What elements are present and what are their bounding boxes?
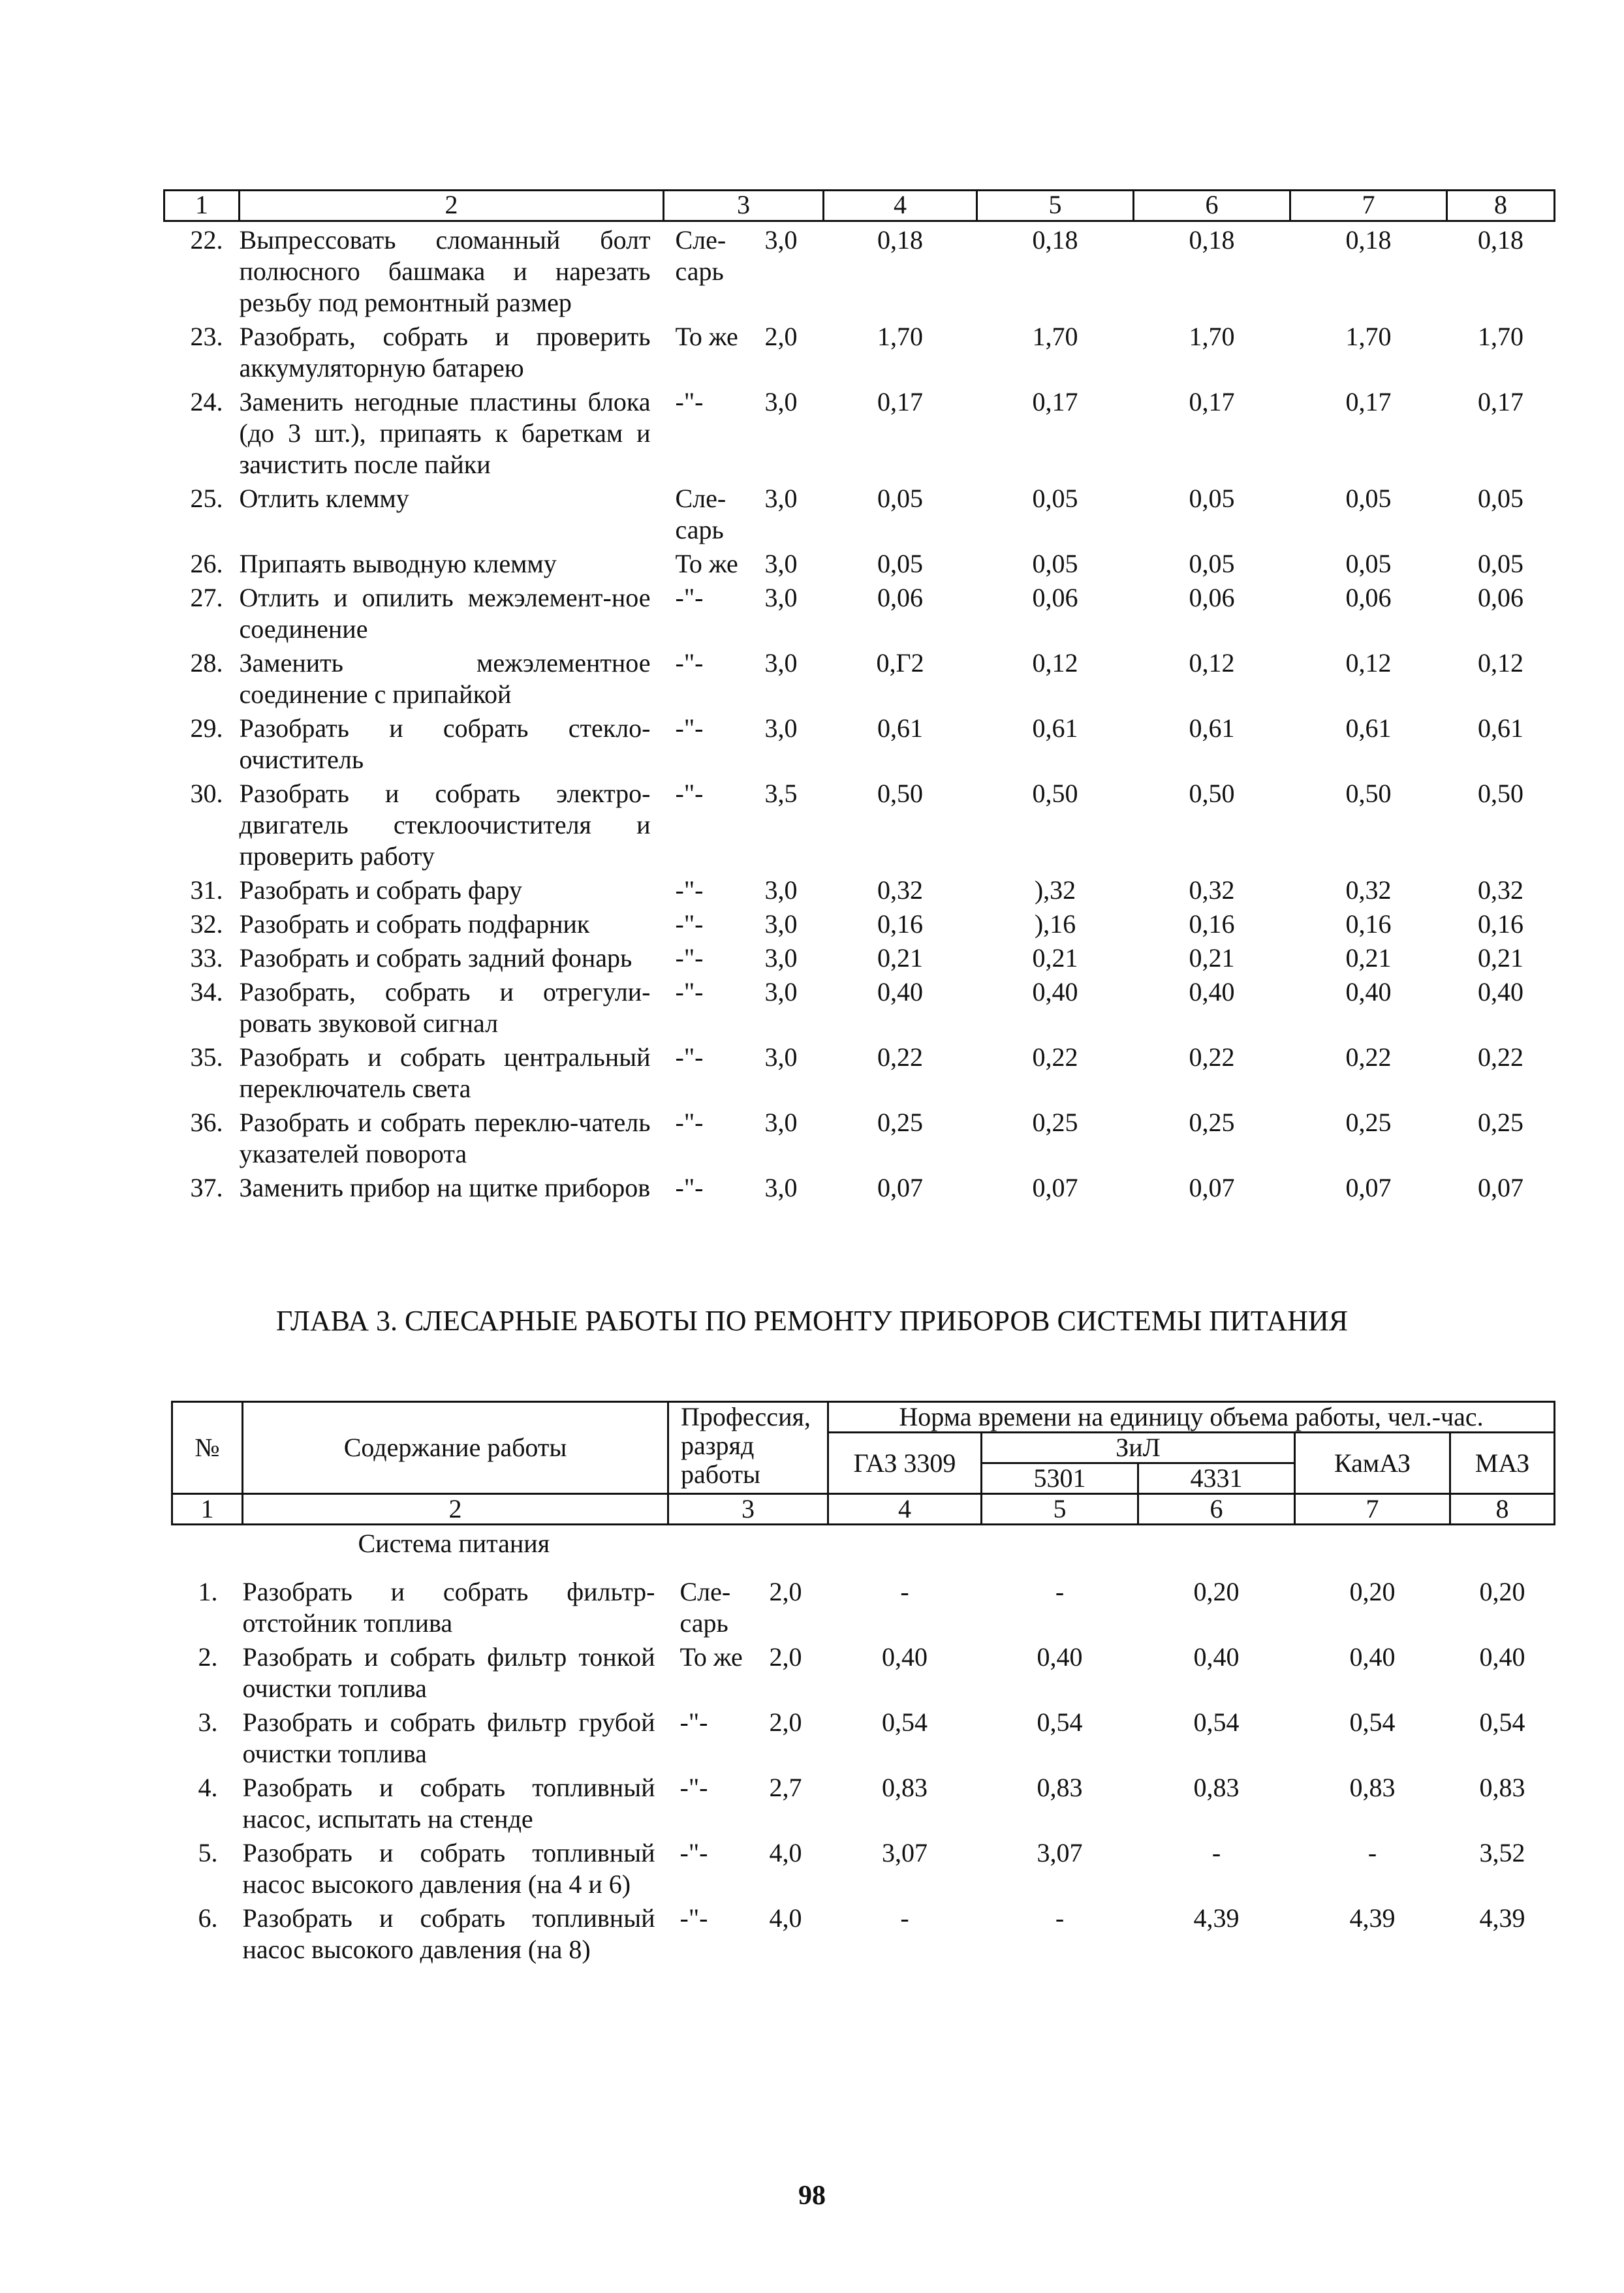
profession: -"- [679, 1708, 708, 1737]
value-col-4: 0,06 [877, 583, 923, 612]
value-col-5: 0,40 [1037, 1642, 1083, 1672]
table-row [164, 480, 1555, 546]
value-col-4: 0,50 [877, 779, 923, 808]
table-body [172, 1574, 1555, 1965]
value-col-4: 0,54 [882, 1708, 928, 1737]
work-description: Отлить и опилить межэлемент-ное соединение [239, 583, 651, 644]
row-number: 35. [190, 1042, 223, 1072]
value-col-4: 0,22 [877, 1042, 923, 1072]
value-col-8: 0,25 [1478, 1108, 1523, 1137]
row-number: 24. [190, 387, 223, 416]
value-col-6: 0,32 [1189, 875, 1235, 905]
value-col-7: 0,22 [1345, 1042, 1392, 1072]
chapter-title: ГЛАВА 3. СЛЕСАРНЫЕ РАБОТЫ ПО РЕМОНТУ ПРИБОРОВ СИСТЕМЫ ПИТАНИЯ [275, 1305, 1349, 1337]
value-col-4: 3,07 [882, 1838, 928, 1867]
value-col-6: 0,17 [1189, 387, 1235, 416]
table-row [172, 1770, 1555, 1835]
column-number: 3 [668, 1494, 828, 1525]
table-row [164, 872, 1555, 906]
value-col-7: 0,40 [1349, 1642, 1396, 1672]
grade: 3,0 [764, 977, 798, 1006]
value-col-7: 1,70 [1345, 322, 1392, 351]
profession: -"- [679, 1838, 708, 1867]
work-description: Разобрать и собрать топливный насос высокого давления (на 8) [242, 1903, 655, 1964]
row-number: 23. [190, 322, 223, 351]
value-col-7: 0,18 [1345, 225, 1392, 255]
value-col-7: 0,32 [1345, 875, 1392, 905]
value-col-6: 0,18 [1189, 225, 1235, 255]
value-col-5: 0,06 [1032, 583, 1078, 612]
table-row [172, 1900, 1555, 1965]
header-zil-4331: 4331 [1138, 1463, 1295, 1494]
value-col-7: 0,16 [1345, 909, 1392, 939]
value-col-5: 0,21 [1032, 943, 1078, 973]
profession: -"- [675, 387, 704, 416]
value-col-8: 4,39 [1479, 1903, 1525, 1933]
value-col-4: 0,32 [877, 875, 923, 905]
value-col-8: 0,05 [1478, 549, 1523, 578]
value-col-6: 0,16 [1189, 909, 1235, 939]
work-description: Разобрать, собрать и отрегули-ровать звуковой сигнал [239, 977, 651, 1038]
header-gaz: ГАЗ 3309 [828, 1433, 982, 1494]
value-col-4: 0,21 [877, 943, 923, 973]
page-number: 98 [798, 2181, 826, 2211]
column-number: 8 [1450, 1494, 1555, 1525]
value-col-4: 0,40 [877, 977, 923, 1006]
profession: -"- [675, 713, 704, 743]
column-number-row [172, 1494, 1555, 1525]
profession: То же [679, 1642, 743, 1672]
value-col-8: 0,16 [1478, 909, 1523, 939]
grade: 3,0 [764, 713, 798, 743]
value-col-8: 0,17 [1478, 387, 1523, 416]
row-number: 1. [198, 1577, 218, 1606]
grade: 3,0 [764, 1173, 798, 1202]
value-col-6: 0,05 [1189, 484, 1235, 513]
row-number: 3. [198, 1708, 218, 1737]
value-col-7: 0,05 [1345, 484, 1392, 513]
profession: -"- [675, 648, 704, 678]
value-col-5: 3,07 [1037, 1838, 1083, 1867]
value-col-5: 0,18 [1032, 225, 1078, 255]
table-row [164, 1104, 1555, 1170]
value-col-4: 1,70 [877, 322, 923, 351]
column-number: 3 [664, 191, 824, 221]
header-row-1 [172, 1402, 1555, 1433]
header-kamaz: КамАЗ [1295, 1433, 1450, 1494]
value-col-5: 0,25 [1032, 1108, 1078, 1137]
grade: 3,0 [764, 909, 798, 939]
value-col-4: - [900, 1577, 909, 1606]
header-maz: МАЗ [1450, 1433, 1555, 1494]
value-col-5: 0,50 [1032, 779, 1078, 808]
grade: 3,0 [764, 387, 798, 416]
column-number: 2 [240, 191, 664, 221]
value-col-8: 0,06 [1478, 583, 1523, 612]
row-number: 2. [198, 1642, 218, 1672]
value-col-5: ),32 [1034, 875, 1076, 905]
value-col-8: 0,40 [1479, 1642, 1525, 1672]
value-col-6: 4,39 [1193, 1903, 1240, 1933]
grade: 3,0 [764, 1042, 798, 1072]
value-col-8: 0,07 [1478, 1173, 1523, 1202]
work-description: Разобрать и собрать фильтр грубой очистки топлива [242, 1708, 655, 1768]
value-col-7: 0,06 [1345, 583, 1392, 612]
value-col-6: 0,61 [1189, 713, 1235, 743]
work-description: Разобрать и собрать стекло-очиститель [239, 713, 651, 774]
column-number: 1 [172, 1494, 243, 1525]
work-description: Разобрать и собрать электро-двигатель стеклоочистителя и проверить работу [239, 779, 651, 871]
table-row [164, 940, 1555, 974]
value-col-4: 0,Г2 [876, 648, 924, 678]
header-time-norm: Норма времени на единицу объема работы, чел.-час. [828, 1402, 1555, 1433]
header-number: № [172, 1402, 243, 1494]
value-col-6: 0,05 [1189, 549, 1235, 578]
value-col-4: 0,25 [877, 1108, 923, 1137]
table-row [164, 546, 1555, 580]
profession: Сле-сарь [675, 225, 726, 286]
value-col-8: 0,83 [1479, 1773, 1525, 1802]
column-number: 7 [1290, 191, 1447, 221]
column-number: 2 [243, 1494, 668, 1525]
row-number: 28. [190, 648, 223, 678]
value-col-7: 0,61 [1345, 713, 1392, 743]
value-col-6: 0,25 [1189, 1108, 1235, 1137]
value-col-6: 0,54 [1193, 1708, 1240, 1737]
grade: 3,0 [764, 875, 798, 905]
grade: 3,0 [764, 1108, 798, 1137]
value-col-4: 0,16 [877, 909, 923, 939]
column-number: 5 [977, 191, 1134, 221]
work-description: Разобрать и собрать фильтр тонкой очистки топлива [242, 1642, 655, 1703]
profession: -"- [675, 1108, 704, 1137]
header-content: Содержание работы [243, 1402, 668, 1494]
row-number: 25. [190, 484, 223, 513]
value-col-5: 0,07 [1032, 1173, 1078, 1202]
value-col-8: 0,32 [1478, 875, 1523, 905]
work-description: Разобрать и собрать топливный насос высокого давления (на 4 и 6) [242, 1838, 655, 1899]
table-row [164, 974, 1555, 1039]
value-col-6: - [1211, 1838, 1221, 1867]
table-row [164, 221, 1555, 319]
table-row [172, 1574, 1555, 1639]
row-number: 6. [198, 1903, 218, 1933]
row-number: 32. [190, 909, 223, 939]
work-description: Разобрать и собрать переклю-чатель указателей поворота [239, 1108, 651, 1168]
work-description: Разобрать, собрать и проверить аккумуляторную батарею [239, 322, 651, 382]
work-description: Разобрать и собрать центральный переключатель света [239, 1042, 651, 1103]
work-description: Разобрать и собрать фильтр-отстойник топлива [242, 1577, 655, 1638]
header-zil: ЗиЛ [982, 1433, 1295, 1463]
value-col-4: 0,07 [877, 1173, 923, 1202]
column-number: 4 [824, 191, 977, 221]
value-col-5: 1,70 [1032, 322, 1078, 351]
value-col-6: 0,40 [1189, 977, 1235, 1006]
row-number: 34. [190, 977, 223, 1006]
row-number: 36. [190, 1108, 223, 1137]
grade: 3,0 [764, 484, 798, 513]
value-col-5: 0,12 [1032, 648, 1078, 678]
row-number: 31. [190, 875, 223, 905]
value-col-7: 0,07 [1345, 1173, 1392, 1202]
table-row [164, 645, 1555, 710]
value-col-8: 3,52 [1479, 1838, 1525, 1867]
value-col-5: ),16 [1034, 909, 1076, 939]
profession: Сле-сарь [675, 484, 726, 544]
grade: 2,7 [769, 1773, 802, 1802]
section-row [172, 1525, 1555, 1574]
grade: 2,0 [769, 1642, 802, 1672]
value-col-7: - [1367, 1838, 1377, 1867]
profession: -"- [675, 583, 704, 612]
table-row [164, 319, 1555, 384]
row-number: 29. [190, 713, 223, 743]
work-description: Заменить межэлементное соединение с припайкой [239, 648, 651, 709]
grade: 3,0 [764, 583, 798, 612]
row-number: 22. [190, 225, 223, 255]
row-number: 30. [190, 779, 223, 808]
work-description: Выпрессовать сломанный болт полюсного башмака и нарезать резьбу под ремонтный размер [239, 225, 651, 317]
grade: 3,0 [764, 648, 798, 678]
value-col-7: 4,39 [1349, 1903, 1396, 1933]
value-col-5: 0,05 [1032, 484, 1078, 513]
value-col-7: 0,54 [1349, 1708, 1396, 1737]
value-col-6: 0,07 [1189, 1173, 1235, 1202]
row-number: 26. [190, 549, 223, 578]
grade: 3,0 [764, 549, 798, 578]
value-col-6: 0,83 [1193, 1773, 1240, 1802]
value-col-7: 0,05 [1345, 549, 1392, 578]
value-col-8: 0,50 [1478, 779, 1523, 808]
table-row [164, 384, 1555, 480]
profession: То же [675, 549, 738, 578]
value-col-4: 0,40 [882, 1642, 928, 1672]
profession: То же [675, 322, 738, 351]
value-col-6: 0,50 [1189, 779, 1235, 808]
column-number: 6 [1134, 191, 1290, 221]
value-col-5: - [1055, 1577, 1065, 1606]
value-col-5: 0,22 [1032, 1042, 1078, 1072]
column-number: 5 [982, 1494, 1138, 1525]
grade: 3,0 [764, 225, 798, 255]
work-description: Припаять выводную клемму [239, 549, 557, 578]
value-col-8: 1,70 [1478, 322, 1523, 351]
repair-norms-table-continued [163, 189, 1555, 1204]
table-row [172, 1835, 1555, 1900]
value-col-5: 0,83 [1037, 1773, 1083, 1802]
value-col-6: 0,12 [1189, 648, 1235, 678]
work-description: Разобрать и собрать подфарник [239, 909, 590, 939]
column-number: 1 [164, 191, 240, 221]
profession: -"- [675, 977, 704, 1006]
work-description: Заменить негодные пластины блока (до 3 шт.), припаять к бареткам и зачистить после пайки [239, 387, 651, 479]
value-col-4: 0,83 [882, 1773, 928, 1802]
table-row [164, 710, 1555, 775]
column-number: 7 [1295, 1494, 1450, 1525]
work-description: Разобрать и собрать фару [239, 875, 522, 905]
value-col-6: 1,70 [1189, 322, 1235, 351]
profession: -"- [675, 909, 704, 939]
table-row [164, 1170, 1555, 1204]
value-col-6: 0,22 [1189, 1042, 1235, 1072]
value-col-6: 0,06 [1189, 583, 1235, 612]
value-col-8: 0,54 [1479, 1708, 1525, 1737]
value-col-7: 0,20 [1349, 1577, 1396, 1606]
value-col-4: 0,61 [877, 713, 923, 743]
value-col-5: 0,17 [1032, 387, 1078, 416]
grade: 4,0 [769, 1903, 802, 1933]
column-number: 6 [1138, 1494, 1295, 1525]
value-col-6: 0,21 [1189, 943, 1235, 973]
value-col-6: 0,20 [1193, 1577, 1240, 1606]
value-col-8: 0,20 [1479, 1577, 1525, 1606]
value-col-4: 0,05 [877, 484, 923, 513]
table-body [164, 221, 1555, 1204]
column-number: 8 [1447, 191, 1555, 221]
profession: -"- [675, 875, 704, 905]
section-title: Система питания [358, 1529, 550, 1558]
row-number: 27. [190, 583, 223, 612]
work-description: Отлить клемму [239, 484, 409, 513]
work-description: Разобрать и собрать задний фонарь [239, 943, 632, 973]
profession: -"- [675, 779, 704, 808]
value-col-8: 0,12 [1478, 648, 1523, 678]
row-number: 37. [190, 1173, 223, 1202]
table-row [164, 906, 1555, 940]
profession: -"- [675, 1173, 704, 1202]
value-col-7: 0,83 [1349, 1773, 1396, 1802]
value-col-5: 0,40 [1032, 977, 1078, 1006]
value-col-8: 0,18 [1478, 225, 1523, 255]
work-description: Заменить прибор на щитке приборов [239, 1173, 651, 1202]
value-col-6: 0,40 [1193, 1642, 1240, 1672]
profession: -"- [679, 1903, 708, 1933]
value-col-7: 0,17 [1345, 387, 1392, 416]
column-number-row [164, 191, 1555, 221]
value-col-8: 0,05 [1478, 484, 1523, 513]
value-col-7: 0,50 [1345, 779, 1392, 808]
grade: 3,0 [764, 943, 798, 973]
profession: -"- [675, 943, 704, 973]
value-col-8: 0,61 [1478, 713, 1523, 743]
value-col-4: 0,18 [877, 225, 923, 255]
grade: 2,0 [769, 1577, 802, 1606]
table-row [172, 1639, 1555, 1704]
value-col-5: - [1055, 1903, 1065, 1933]
grade: 2,0 [764, 322, 798, 351]
grade: 3,5 [764, 779, 798, 808]
value-col-7: 0,12 [1345, 648, 1392, 678]
header-profession: Профессия, разряд работы [668, 1402, 828, 1494]
value-col-7: 0,21 [1345, 943, 1392, 973]
column-number: 4 [828, 1494, 982, 1525]
work-description: Разобрать и собрать топливный насос, испытать на стенде [242, 1773, 655, 1833]
value-col-5: 0,54 [1037, 1708, 1083, 1737]
profession: -"- [675, 1042, 704, 1072]
value-col-7: 0,40 [1345, 977, 1392, 1006]
value-col-4: - [900, 1903, 909, 1933]
table-row [164, 580, 1555, 645]
value-col-4: 0,05 [877, 549, 923, 578]
row-number: 4. [198, 1773, 218, 1802]
fuel-system-norms-table [171, 1401, 1555, 1965]
profession: -"- [679, 1773, 708, 1802]
table-row [172, 1704, 1555, 1770]
table-row [164, 1039, 1555, 1104]
row-number: 5. [198, 1838, 218, 1867]
value-col-8: 0,40 [1478, 977, 1523, 1006]
row-number: 33. [190, 943, 223, 973]
grade: 4,0 [769, 1838, 802, 1867]
value-col-4: 0,17 [877, 387, 923, 416]
value-col-7: 0,25 [1345, 1108, 1392, 1137]
value-col-8: 0,21 [1478, 943, 1523, 973]
value-col-8: 0,22 [1478, 1042, 1523, 1072]
profession: Сле-сарь [679, 1577, 731, 1638]
grade: 2,0 [769, 1708, 802, 1737]
table-row [164, 775, 1555, 872]
value-col-5: 0,61 [1032, 713, 1078, 743]
header-zil-5301: 5301 [982, 1463, 1138, 1494]
value-col-5: 0,05 [1032, 549, 1078, 578]
